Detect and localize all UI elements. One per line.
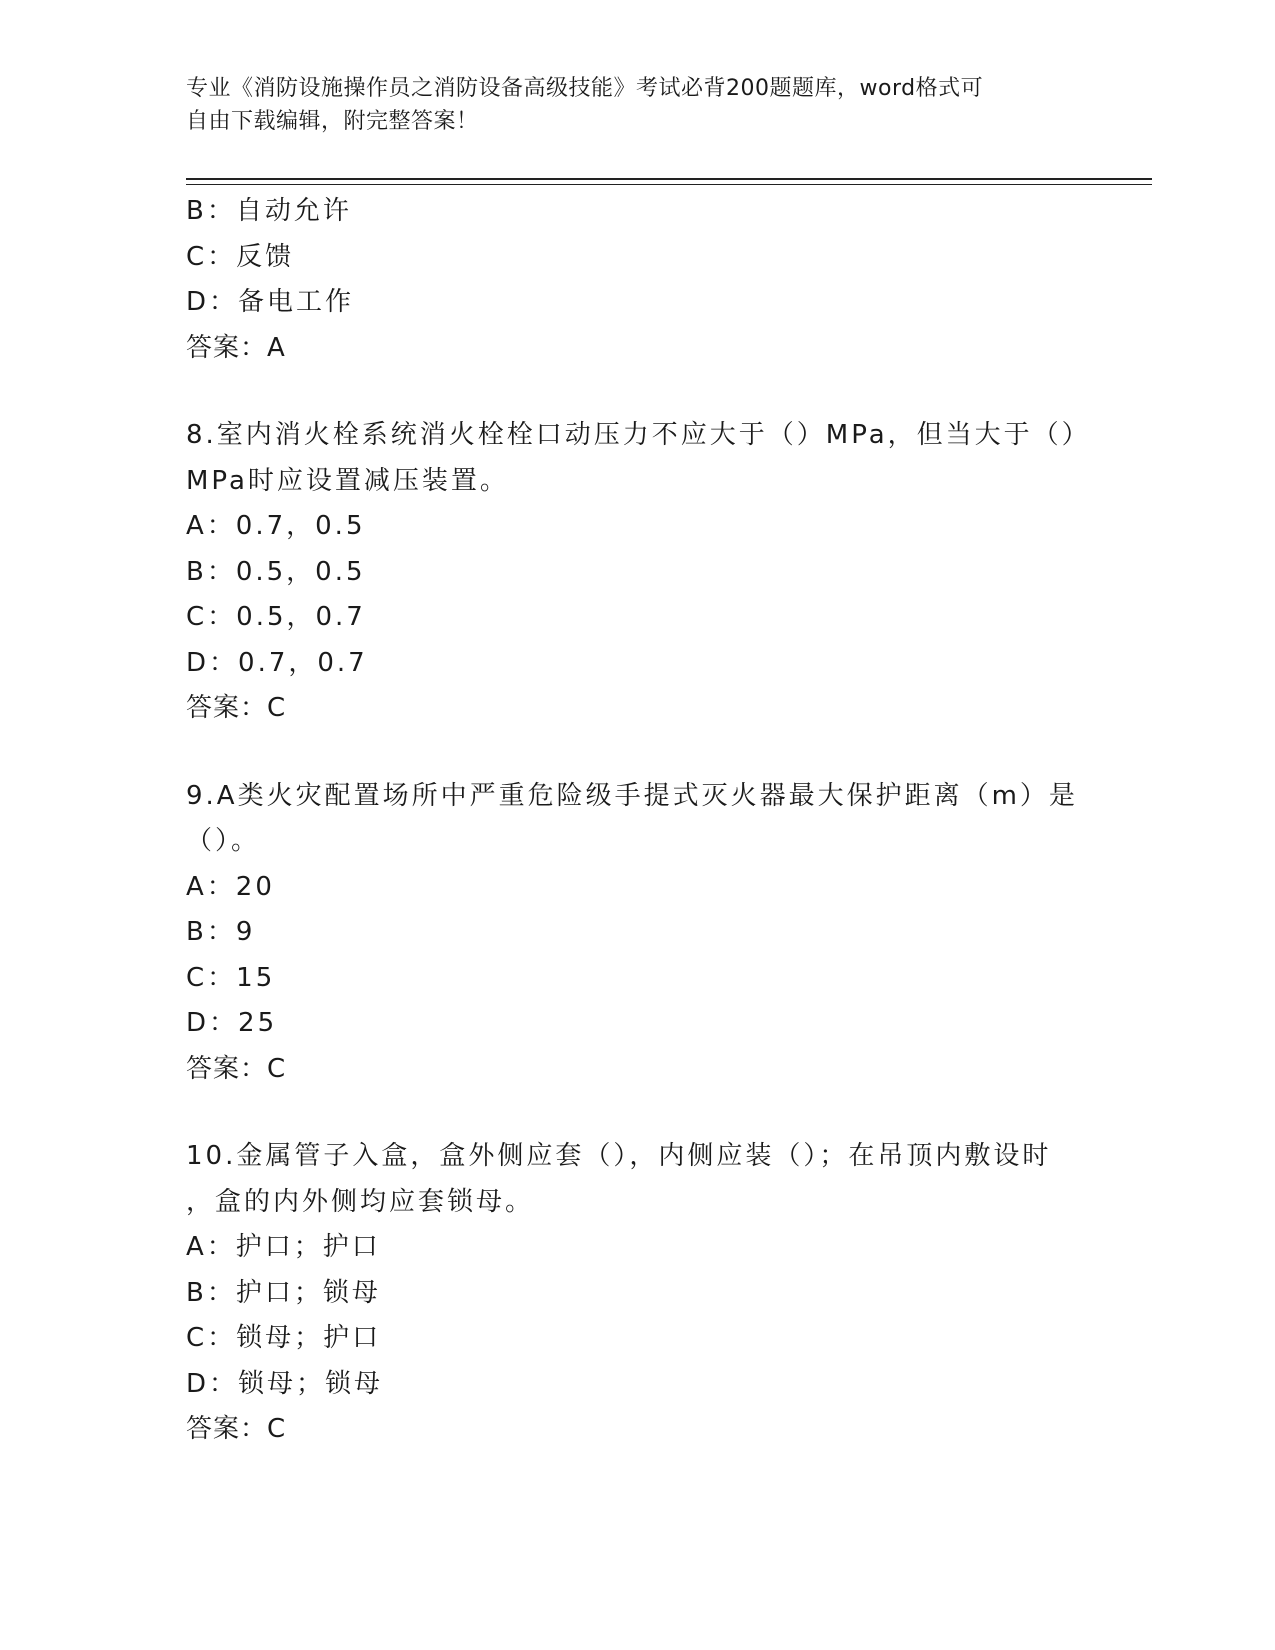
header-divider-thin — [186, 184, 1152, 185]
spacer — [186, 371, 1086, 413]
option-a: A：20 — [186, 871, 275, 902]
question-list — [186, 189, 1091, 1453]
option-b: B：0.5，0.5 — [186, 556, 366, 587]
question-text-line-1: 9.A类火灾配置场所中严重危险级手提式灭火器最大保护距离（m）是 — [186, 780, 1078, 811]
header-line-1: 专业《消防设施操作员之消防设备高级技能》考试必背200题题库，word格式可 — [186, 76, 984, 101]
option-d: D：0.7，0.7 — [186, 647, 368, 678]
option-b: B：护口；锁母 — [186, 1277, 381, 1308]
answer-line: 答案：C — [186, 1053, 287, 1084]
document-header — [186, 72, 1066, 138]
question-text-line-2: （）。 — [186, 826, 261, 856]
question-8 — [186, 413, 1091, 732]
header-divider-thick — [186, 178, 1152, 180]
option-c: C：反馈 — [186, 241, 295, 272]
question-text-line-2: ，盒的内外侧均应套锁母。 — [186, 1186, 535, 1217]
option-a: A：0.7，0.5 — [186, 511, 366, 541]
question-9 — [186, 774, 1086, 1093]
option-a: A：护口；护口 — [186, 1232, 381, 1262]
question-text-line-1: 8.室内消火栓系统消火栓栓口动压力不应大于（）MPa，但当大于（） — [186, 420, 1091, 450]
header-line-2: 自由下载编辑，附完整答案！ — [186, 109, 479, 134]
option-c: C：15 — [186, 962, 276, 993]
answer-line: 答案：A — [186, 332, 286, 363]
question-7-continuation — [186, 189, 1086, 371]
question-text-line-1: 10.金属管子入盒，盒外侧应套（），内侧应装（）；在吊顶内敷设时 — [186, 1141, 1052, 1171]
option-d: D：25 — [186, 1008, 278, 1038]
answer-line: 答案：C — [186, 693, 287, 723]
question-10 — [186, 1134, 1086, 1453]
spacer — [186, 732, 1086, 774]
option-c: C：锁母；护口 — [186, 1323, 382, 1353]
option-d: D：备电工作 — [186, 287, 355, 317]
spacer — [186, 1092, 1086, 1134]
option-d: D：锁母；锁母 — [186, 1368, 384, 1399]
answer-line: 答案：C — [186, 1414, 287, 1444]
option-c: C：0.5，0.7 — [186, 602, 366, 632]
question-text-line-2: MPa时应设置减压装置。 — [186, 465, 509, 496]
option-b: B：9 — [186, 917, 256, 947]
option-b: B：自动允许 — [186, 196, 352, 226]
